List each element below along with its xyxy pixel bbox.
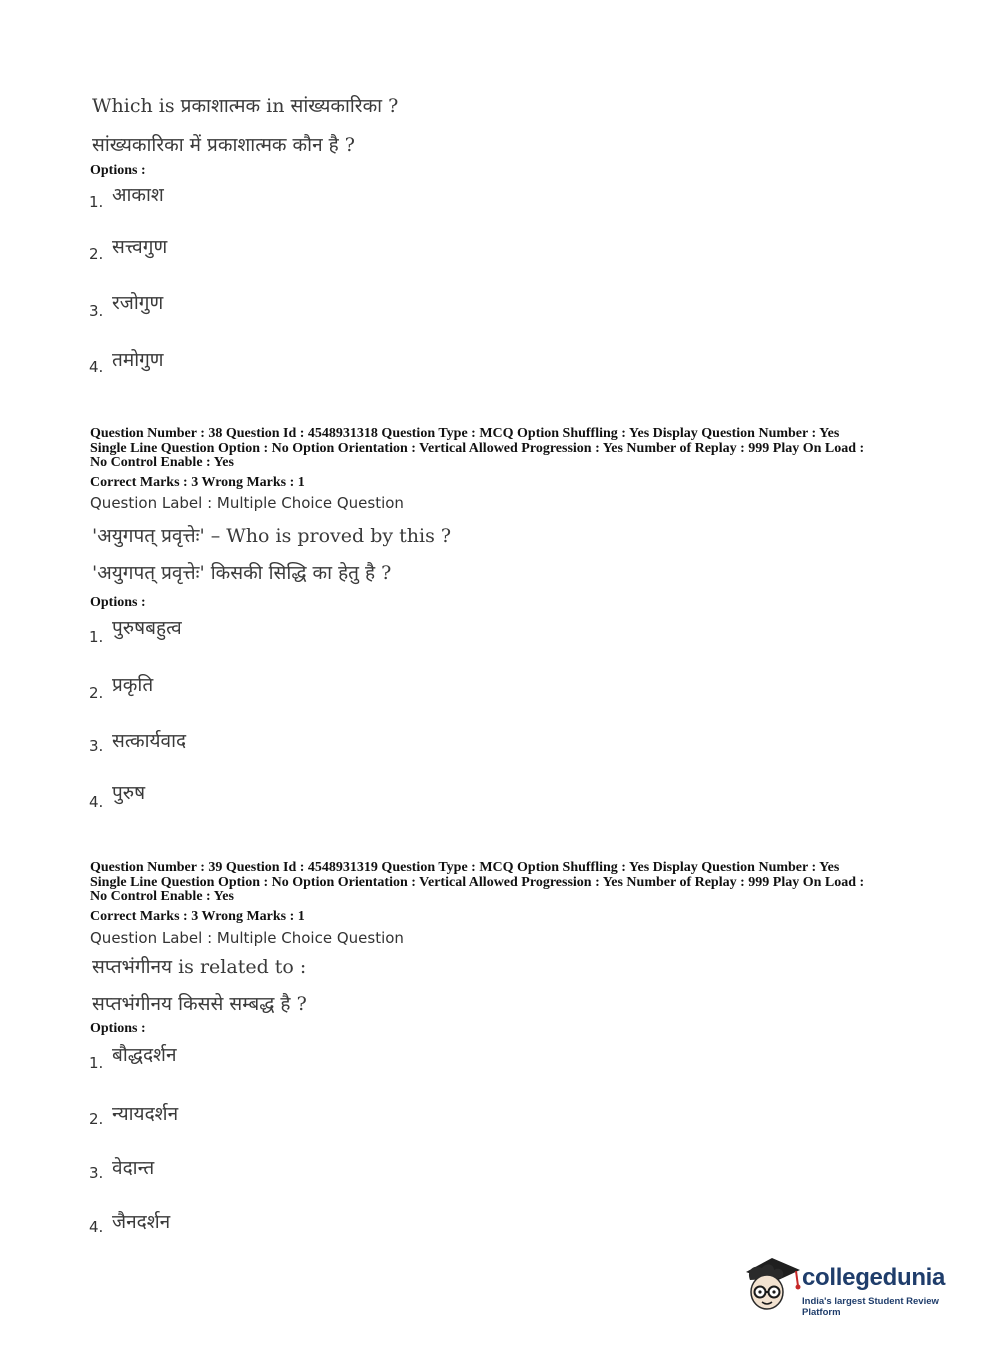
q37-option-1-number: 1. bbox=[89, 193, 104, 211]
q39-metadata bbox=[90, 861, 970, 905]
q38-options-label: Options : bbox=[90, 595, 146, 610]
brand-tagline: India's largest Student Review Platform bbox=[802, 1296, 939, 1318]
q38-option-1-number: 1. bbox=[89, 628, 104, 646]
q38-option-3-text: सत्कार्यवाद bbox=[112, 730, 187, 752]
q38-meta-line-2: Single Line Question Option : No Option Orientation : Vertical Allowed Progression : Yes Number of Replay : 999 Play On Load : bbox=[90, 440, 865, 456]
q39-marks: Correct Marks : 3 Wrong Marks : 1 bbox=[90, 909, 305, 924]
q39-question-label: Question Label : Multiple Choice Question bbox=[90, 929, 404, 947]
q38-option-2-text: प्रकृति bbox=[112, 674, 154, 696]
q39-meta-line-3: No Control Enable : Yes bbox=[90, 889, 234, 904]
q38-marks: Correct Marks : 3 Wrong Marks : 1 bbox=[90, 475, 305, 490]
q37-option-2-text: सत्त्वगुण bbox=[112, 236, 168, 258]
q37-option-2-number: 2. bbox=[89, 245, 104, 263]
q38-meta-line-3: No Control Enable : Yes bbox=[90, 455, 234, 470]
q39-options-label: Options : bbox=[90, 1021, 146, 1036]
q39-question-hindi: सप्तभंगीनय किससे सम्बद्ध है ? bbox=[92, 993, 307, 1015]
q39-option-1-number: 1. bbox=[89, 1054, 104, 1072]
collegedunia-logo bbox=[740, 1250, 970, 1320]
q37-option-1-text: आकाश bbox=[112, 184, 164, 206]
q39-meta-line-1: Question Number : 39 Question Id : 4548931319 Question Type : MCQ Option Shuffling : Yes Display Question Number : Yes bbox=[90, 860, 840, 875]
q38-question-label: Question Label : Multiple Choice Question bbox=[90, 494, 404, 512]
q38-option-2-number: 2. bbox=[89, 684, 104, 702]
q39-option-4-number: 4. bbox=[89, 1218, 104, 1236]
q38-question-english: 'अयुगपत् प्रवृत्तेः' – Who is proved by this ? bbox=[92, 525, 452, 547]
q39-option-3-number: 3. bbox=[89, 1164, 104, 1182]
q39-option-2-number: 2. bbox=[89, 1110, 104, 1128]
q39-option-4-text: जैनदर्शन bbox=[112, 1211, 171, 1233]
q37-question-hindi: सांख्यकारिका में प्रकाशात्मक कौन है ? bbox=[92, 134, 355, 156]
q39-option-1-text: बौद्धदर्शन bbox=[112, 1044, 177, 1066]
student-mascot-icon bbox=[740, 1250, 802, 1316]
q39-question-english: सप्तभंगीनय is related to : bbox=[92, 956, 307, 978]
q38-option-4-text: पुरुष bbox=[112, 782, 146, 804]
brand-name: collegedunia bbox=[802, 1264, 946, 1291]
q37-option-3-text: रजोगुण bbox=[112, 292, 164, 314]
q37-question-english: Which is प्रकाशात्मक in सांख्यकारिका ? bbox=[92, 95, 399, 117]
q38-metadata bbox=[90, 427, 970, 471]
q38-option-4-number: 4. bbox=[89, 793, 104, 811]
q38-question-hindi: 'अयुगपत् प्रवृत्तेः' किसकी सिद्धि का हेतु है ? bbox=[92, 562, 392, 584]
q38-option-1-text: पुरुषबहुत्व bbox=[112, 617, 182, 639]
q37-option-3-number: 3. bbox=[89, 302, 104, 320]
q37-options-label: Options : bbox=[90, 163, 146, 178]
q37-option-4-text: तमोगुण bbox=[112, 349, 164, 371]
q37-option-4-number: 4. bbox=[89, 358, 104, 376]
q38-meta-line-1: Question Number : 38 Question Id : 4548931318 Question Type : MCQ Option Shuffling : Yes Display Question Number : Yes bbox=[90, 426, 840, 441]
q38-option-3-number: 3. bbox=[89, 737, 104, 755]
q39-option-3-text: वेदान्त bbox=[112, 1157, 155, 1179]
q39-option-2-text: न्यायदर्शन bbox=[112, 1103, 179, 1125]
q39-meta-line-2: Single Line Question Option : No Option Orientation : Vertical Allowed Progression : Yes Number of Replay : 999 Play On Load : bbox=[90, 874, 865, 890]
